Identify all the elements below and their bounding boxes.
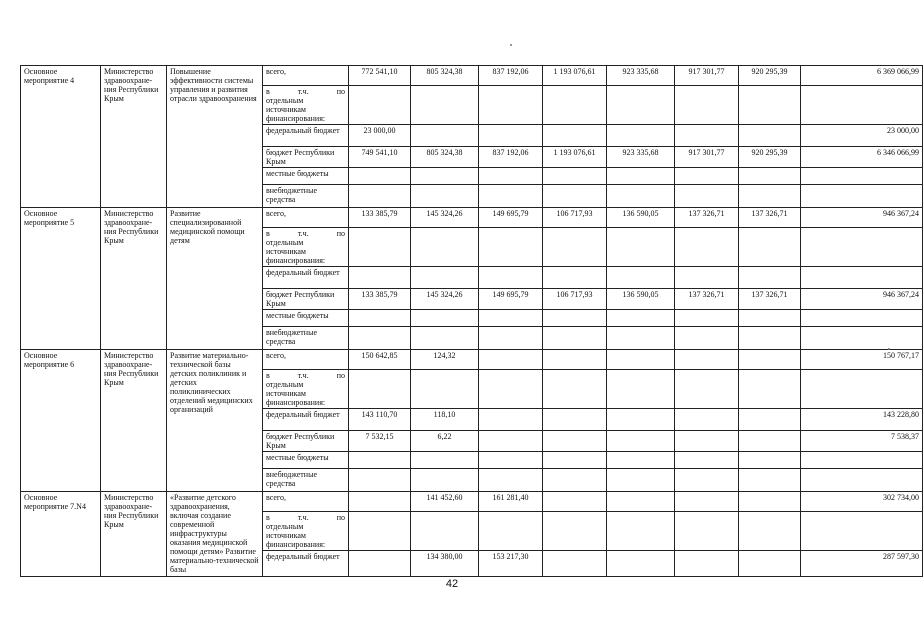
incl-header [266, 87, 345, 96]
amount-cell [739, 350, 801, 370]
amount-cell [607, 350, 675, 370]
amount-cell [739, 86, 801, 125]
amount-cell [411, 370, 479, 409]
amount-cell [411, 327, 479, 350]
funding-source-label [263, 86, 349, 125]
incl-rest: отдельным источникам финансирования: [266, 96, 326, 123]
funding-source-label: всего, [263, 350, 349, 370]
amount-cell [801, 168, 923, 185]
amount-cell: 133 385,79 [349, 208, 411, 228]
scan-speck [510, 44, 512, 46]
incl-word: по [336, 371, 345, 380]
funding-source-label: всего, [263, 492, 349, 512]
amount-cell [739, 512, 801, 551]
amount-cell [479, 228, 543, 267]
amount-cell: 946 367,24 [801, 289, 923, 310]
amount-cell [675, 228, 739, 267]
amount-cell [607, 469, 675, 492]
table-row [21, 492, 923, 512]
amount-cell [349, 327, 411, 350]
amount-cell [543, 228, 607, 267]
amount-cell [349, 228, 411, 267]
amount-cell: 136 590,05 [607, 289, 675, 310]
amount-cell: 149 695,79 [479, 208, 543, 228]
amount-cell [543, 370, 607, 409]
funding-source-label [263, 512, 349, 551]
amount-cell [801, 310, 923, 327]
amount-cell [607, 370, 675, 409]
amount-cell: 137 326,71 [675, 208, 739, 228]
amount-cell [543, 469, 607, 492]
scan-speck [888, 348, 890, 350]
amount-cell [739, 409, 801, 431]
executor-cell: Министерство здравоохране-ния Республики Крым [101, 350, 167, 492]
amount-cell [801, 327, 923, 350]
amount-cell [479, 86, 543, 125]
amount-cell: 917 301,77 [675, 147, 739, 168]
amount-cell: 124,32 [411, 350, 479, 370]
amount-cell [543, 492, 607, 512]
event-name-cell: Основное мероприятие 6 [21, 350, 101, 492]
incl-word: в [266, 371, 270, 380]
description-cell: «Развитие детского здравоохранения, включая создание современной инфраструктуры оказания медицинской помощи детям» Развитие материально-технической базы [167, 492, 263, 577]
funding-source-label: всего, [263, 208, 349, 228]
funding-source-label: внебюджетные средства [263, 469, 349, 492]
funding-source-label: внебюджетные средства [263, 327, 349, 350]
incl-header [266, 229, 345, 238]
amount-cell [411, 228, 479, 267]
amount-cell [349, 267, 411, 289]
amount-cell: 141 452,60 [411, 492, 479, 512]
amount-cell [607, 168, 675, 185]
event-name-cell: Основное мероприятие 4 [21, 66, 101, 208]
incl-word: т.ч. [297, 513, 309, 522]
amount-cell: 302 734,00 [801, 492, 923, 512]
amount-cell [607, 551, 675, 577]
amount-cell: 143 110,70 [349, 409, 411, 431]
amount-cell: 133 385,79 [349, 289, 411, 310]
amount-cell [739, 431, 801, 452]
amount-cell: 923 335,68 [607, 66, 675, 86]
amount-cell [543, 86, 607, 125]
amount-cell [411, 185, 479, 208]
amount-cell: 6 369 066,99 [801, 66, 923, 86]
amount-cell [543, 512, 607, 551]
amount-cell [543, 350, 607, 370]
executor-cell: Министерство здравоохране-ния Республики Крым [101, 208, 167, 350]
table-row [21, 350, 923, 370]
amount-cell: 23 000,00 [349, 125, 411, 147]
amount-cell [479, 350, 543, 370]
amount-cell: 137 326,71 [739, 289, 801, 310]
amount-cell [607, 310, 675, 327]
amount-cell [675, 310, 739, 327]
amount-cell [543, 310, 607, 327]
amount-cell: 7 538,37 [801, 431, 923, 452]
event-name-cell: Основное мероприятие 7.N4 [21, 492, 101, 577]
amount-cell: 1 193 076,61 [543, 66, 607, 86]
amount-cell: 23 000,00 [801, 125, 923, 147]
amount-cell: 150 767,17 [801, 350, 923, 370]
amount-cell [479, 168, 543, 185]
amount-cell: 1 193 076,61 [543, 147, 607, 168]
incl-word: в [266, 87, 270, 96]
table-row [21, 208, 923, 228]
amount-cell: 137 326,71 [675, 289, 739, 310]
incl-word: в [266, 513, 270, 522]
incl-word: т.ч. [297, 229, 309, 238]
incl-rest: отдельным источникам финансирования: [266, 238, 326, 265]
amount-cell [349, 310, 411, 327]
amount-cell [479, 512, 543, 551]
amount-cell: 134 380,00 [411, 551, 479, 577]
amount-cell [739, 228, 801, 267]
amount-cell [739, 267, 801, 289]
amount-cell [543, 452, 607, 469]
funding-source-label: местные бюджеты [263, 310, 349, 327]
funding-source-label [263, 370, 349, 409]
amount-cell: 805 324,38 [411, 147, 479, 168]
amount-cell [801, 86, 923, 125]
amount-cell [479, 267, 543, 289]
incl-word: т.ч. [297, 87, 309, 96]
amount-cell [543, 409, 607, 431]
description-cell: Развитие материально-технической базы детских поликлиник и детских поликлинических отделений медицинских организаций [167, 350, 263, 492]
amount-cell [349, 168, 411, 185]
event-name-cell: Основное мероприятие 5 [21, 208, 101, 350]
amount-cell [411, 267, 479, 289]
amount-cell [479, 185, 543, 208]
incl-header [266, 371, 345, 380]
funding-source-label: бюджет Республики Крым [263, 147, 349, 168]
executor-cell: Министерство здравоохране-ния Республики Крым [101, 66, 167, 208]
amount-cell [411, 86, 479, 125]
budget-table [20, 65, 923, 577]
amount-cell [479, 409, 543, 431]
amount-cell [739, 492, 801, 512]
incl-rest: отдельным источникам финансирования: [266, 380, 326, 407]
funding-source-label: бюджет Республики Крым [263, 431, 349, 452]
amount-cell: 837 192,06 [479, 147, 543, 168]
amount-cell [607, 86, 675, 125]
amount-cell [801, 370, 923, 409]
amount-cell: 946 367,24 [801, 208, 923, 228]
amount-cell [739, 452, 801, 469]
funding-source-label: федеральный бюджет [263, 551, 349, 577]
amount-cell [607, 185, 675, 208]
amount-cell [411, 310, 479, 327]
table-row [21, 66, 923, 86]
amount-cell: 837 192,06 [479, 66, 543, 86]
amount-cell [349, 452, 411, 469]
amount-cell [801, 512, 923, 551]
amount-cell [801, 469, 923, 492]
amount-cell: 917 301,77 [675, 66, 739, 86]
amount-cell: 6 346 066,99 [801, 147, 923, 168]
amount-cell [739, 168, 801, 185]
amount-cell [607, 492, 675, 512]
amount-cell [349, 185, 411, 208]
amount-cell [675, 551, 739, 577]
amount-cell [411, 512, 479, 551]
funding-source-label: федеральный бюджет [263, 125, 349, 147]
amount-cell [607, 267, 675, 289]
amount-cell [607, 409, 675, 431]
amount-cell [675, 86, 739, 125]
amount-cell: 145 324,26 [411, 289, 479, 310]
incl-word: т.ч. [297, 371, 309, 380]
amount-cell [675, 168, 739, 185]
amount-cell [411, 125, 479, 147]
amount-cell [675, 370, 739, 409]
amount-cell [607, 327, 675, 350]
amount-cell: 153 217,30 [479, 551, 543, 577]
incl-word: в [266, 229, 270, 238]
amount-cell [801, 228, 923, 267]
amount-cell [675, 452, 739, 469]
amount-cell [739, 125, 801, 147]
amount-cell [801, 185, 923, 208]
amount-cell [675, 409, 739, 431]
amount-cell: 145 324,26 [411, 208, 479, 228]
amount-cell: 7 532,15 [349, 431, 411, 452]
funding-source-label: местные бюджеты [263, 168, 349, 185]
incl-word: по [336, 513, 345, 522]
amount-cell [607, 431, 675, 452]
amount-cell [739, 185, 801, 208]
amount-cell [675, 492, 739, 512]
amount-cell: 923 335,68 [607, 147, 675, 168]
amount-cell: 106 717,93 [543, 208, 607, 228]
amount-cell [349, 492, 411, 512]
amount-cell: 920 295,39 [739, 66, 801, 86]
amount-cell [349, 512, 411, 551]
amount-cell [349, 86, 411, 125]
amount-cell: 920 295,39 [739, 147, 801, 168]
amount-cell: 136 590,05 [607, 208, 675, 228]
funding-source-label [263, 228, 349, 267]
amount-cell [479, 452, 543, 469]
amount-cell [675, 327, 739, 350]
amount-cell [349, 551, 411, 577]
description-cell: Развитие специализированной медицинской помощи детям [167, 208, 263, 350]
amount-cell [543, 267, 607, 289]
table-body [21, 66, 923, 577]
amount-cell [675, 267, 739, 289]
amount-cell [739, 469, 801, 492]
amount-cell: 772 541,10 [349, 66, 411, 86]
amount-cell [739, 551, 801, 577]
amount-cell [675, 469, 739, 492]
amount-cell: 287 597,30 [801, 551, 923, 577]
amount-cell [349, 469, 411, 492]
amount-cell: 150 642,85 [349, 350, 411, 370]
amount-cell [479, 125, 543, 147]
amount-cell [543, 551, 607, 577]
amount-cell [675, 431, 739, 452]
amount-cell [411, 168, 479, 185]
amount-cell [543, 431, 607, 452]
amount-cell [411, 452, 479, 469]
amount-cell [479, 310, 543, 327]
incl-word: по [336, 229, 345, 238]
amount-cell [543, 125, 607, 147]
incl-word: по [336, 87, 345, 96]
amount-cell [479, 370, 543, 409]
funding-source-label: внебюджетные средства [263, 185, 349, 208]
amount-cell [607, 125, 675, 147]
funding-source-label: местные бюджеты [263, 452, 349, 469]
amount-cell [607, 452, 675, 469]
amount-cell [607, 228, 675, 267]
amount-cell [479, 469, 543, 492]
amount-cell [739, 327, 801, 350]
amount-cell: 749 541,10 [349, 147, 411, 168]
amount-cell: 143 228,80 [801, 409, 923, 431]
amount-cell: 106 717,93 [543, 289, 607, 310]
funding-source-label: федеральный бюджет [263, 409, 349, 431]
amount-cell [479, 327, 543, 350]
amount-cell [801, 267, 923, 289]
page-number: 42 [445, 578, 459, 590]
amount-cell: 161 281,40 [479, 492, 543, 512]
amount-cell: 805 324,38 [411, 66, 479, 86]
amount-cell: 149 695,79 [479, 289, 543, 310]
amount-cell [543, 327, 607, 350]
amount-cell [675, 125, 739, 147]
amount-cell [607, 512, 675, 551]
amount-cell [543, 168, 607, 185]
incl-rest: отдельным источникам финансирования: [266, 522, 326, 549]
amount-cell [801, 452, 923, 469]
amount-cell: 137 326,71 [739, 208, 801, 228]
executor-cell: Министерство здравоохране-ния Республики Крым [101, 492, 167, 577]
amount-cell [675, 185, 739, 208]
description-cell: Повышение эффективности системы управления и развития отрасли здравоохранения [167, 66, 263, 208]
amount-cell [675, 350, 739, 370]
amount-cell [479, 431, 543, 452]
amount-cell [675, 512, 739, 551]
amount-cell: 118,10 [411, 409, 479, 431]
amount-cell [543, 185, 607, 208]
funding-source-label: всего, [263, 66, 349, 86]
funding-source-label: бюджет Республики Крым [263, 289, 349, 310]
amount-cell [739, 310, 801, 327]
funding-source-label: федеральный бюджет [263, 267, 349, 289]
amount-cell [739, 370, 801, 409]
amount-cell [411, 469, 479, 492]
amount-cell [349, 370, 411, 409]
amount-cell: 6,22 [411, 431, 479, 452]
incl-header [266, 513, 345, 522]
